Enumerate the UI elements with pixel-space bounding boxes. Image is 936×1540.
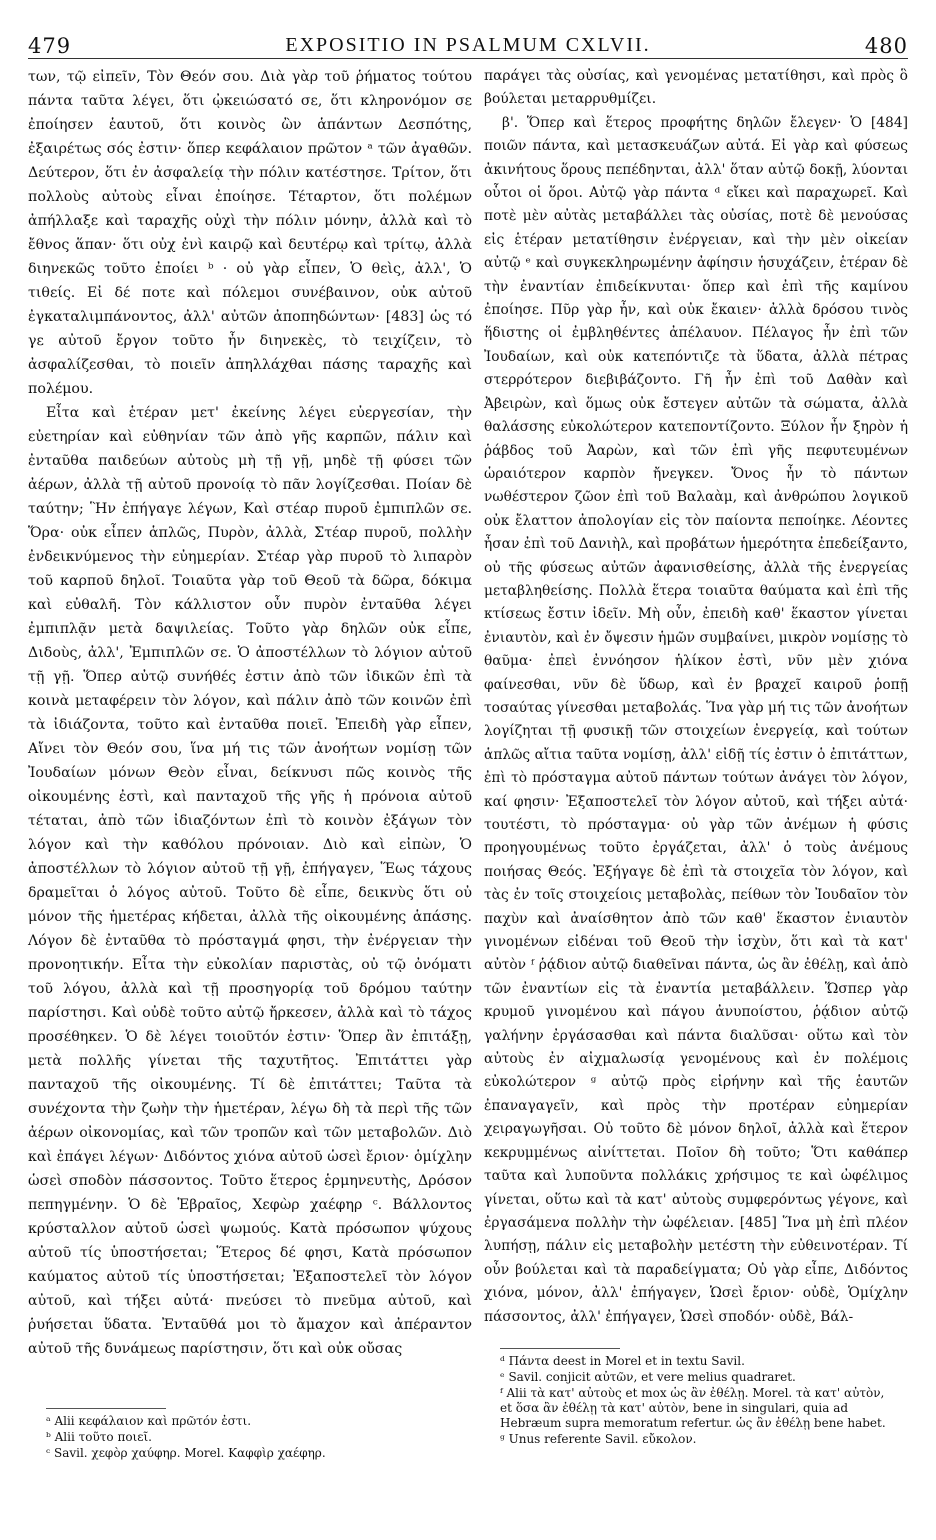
paragraph: β'. Ὅπερ καὶ ἕτερος προφήτης δηλῶν ἔλεγεν· Ὁ [484] ποιῶν πάντα, καὶ μετασκευάζων αὐτά. Εἰ γὰρ καὶ φύσεως ἀκινήτους ὅρους πεπέδηνται, ἀλλ' ὅταν αὐτῷ δοκῇ, λύονται οὗτοι οἱ ὅροι. Αὐτῷ γὰρ πάντα ᵈ εἴκει καὶ παραχωρεῖ. Καὶ ποτὲ μὲν αὐτὰς μεταβάλλει τὰς οὐσίας, ποτὲ δὲ μενούσας εἰς ἑτέραν μετατίθησιν ἐνέργειαν, καὶ τὴν μὲν οἰκείαν αὐτῷ ᵉ καὶ συγκεκληρωμένην ἀφίησιν ἡσυχάζειν, ἑτέραν δὲ τὴν ἐναντίαν ἐπιδείκνυται· ὅπερ καὶ ἐπὶ τῆς καμίνου ἐποίησε. Πῦρ γὰρ ἦν, καὶ οὐκ ἔκαιεν· ἀλλὰ δρόσου τινὸς ἥδιστης οἱ ἐμβληθέντες ἀπέλαυον. Πέλαγος ἦν ἐπὶ τῶν Ἰουδαίων, καὶ οὐκ κατεπόντιζε τὰ ὕδατα, ἀλλὰ πέτρας στερρότερον διεβιβάζοντο. Γῆ ἦν ἐπὶ τοῦ Δαθὰν καὶ Ἀβειρὼν, καὶ ὅμως οὐκ ἔστεγεν αὐτῶν τὰ σώματα, ἀλλὰ θαλάσσης εὐκολώτερον κατεποντίζοντο. Ξύλον ἦν ξηρὸν ἡ ῥάβδος τοῦ Ἀαρὼν, καὶ τῶν ἐπὶ γῆς πεφυτευμένων ὡραιότερον καρπὸν ἤνεγκεν. Ὄνος ἦν τὸ πάντων νωθέστερον ζῶον ἐπὶ τοῦ Βαλαὰμ, καὶ ἀνθρώπου λογικοῦ οὐκ ἔλαττον ἀπολογίαν εἰς τὸν παίοντα πεποίηκε. Λέοντες ἦσαν ἐπὶ τοῦ Δανιὴλ, καὶ προβάτων ἡμερότητα ἐπεδείξαντο, οὐ τῆς φύσεως αὐτῶν ἀφανισθείσης, ἀλλὰ τῆς ἐνεργείας μεταβληθείσης. Πολλὰ ἕτερα τοιαῦτα θαύματα καὶ ἐπὶ τῆς κτίσεως ἔστιν ἰδεῖν. Μὴ οὖν, ἐπειδὴ καθ' ἕκαστον γίνεται ἐνιαυτὸν, καὶ ἐν ὄψεσιν ἡμῶν συμβαίνει, μικρὸν νομίσῃς τὸ θαῦμα· ἐπεὶ ἐννόησον ἡλίκον ἐστὶ, νῦν μὲν χιόνα φαίνεσθαι, νῦν δὲ ὕδωρ, καὶ ἐν βραχεῖ καιροῦ ῥοπῇ τοσαύτας γίνεσθαι μεταβολάς. Ἵνα γὰρ μή τις τῶν ἀνοήτων λογίζηται τῇ φυσικῇ τῶν στοιχείων ἐνεργείᾳ, καὶ τούτων ἁπλῶς αἴτια ταῦτα νομίσῃ, ἀλλ' εἰδῇ τίς ἐστιν ὁ ἐπιτάττων, ἐπὶ τὸ πρόσταγμα αὐτοῦ πάντων τούτων ἀνάγει τὸν λόγον, καί φησιν· Ἐξαποστελεῖ τὸν λόγον αὐτοῦ, καὶ τήξει αὐτά· τουτέστι, τὸ πρόσταγμα· οὐ γὰρ τῶν ἀνέμων ἡ φύσις προηγουμένως τοῦτο ἐργάζεται, ἀλλ' ὁ τοὺς ἀνέμους ποιήσας Θεός. Ἐξήγαγε δὲ ἐπὶ τὰ στοιχεῖα τὸν λόγον, καὶ τὰς ἐν τοῖς στοιχείοις μεταβολὰς, πείθων τὸν Ἰουδαῖον τὸν παχὺν καὶ ἀναίσθητον ἀπὸ τῶν καθ' ἕκαστον ἐνιαυτὸν γινομένων εἰδέναι τοῦ Θεοῦ τὴν ἰσχὺν, ὅτι καὶ τὰ κατ' αὐτὸν ᶠ ῥᾴδιον αὐτῷ διαθεῖναι πάντα, ὡς ἂν ἐθέλῃ, καὶ ἀπὸ τῶν ἐναντίων εἰς τὰ ἐναντία μεταβάλλειν. Ὥσπερ γὰρ κρυμοῦ γινομένου καὶ πάγου ἀνυποίστου, ῥᾴδιον αὐτῷ γαλήνην ἐργάσασθαι καὶ πάντα διαλῦσαι· οὕτω καὶ τὸν αὐτοὺς ἐν αἰχμαλωσίᾳ γενομένους καὶ ἐν πολέμοις εὐκολώτερον ᵍ αὐτῷ πρὸς εἰρήνην καὶ τῆς ἑαυτῶν ἐπαναγαγεῖν, καὶ πρὸς τὴν προτέραν εὐημερίαν χειραγωγῆσαι. Οὐ τοῦτο δὲ μόνον δηλοῖ, ἀλλὰ καὶ ἕτερον κεκρυμμένως αἰνίττεται. Ποῖον δὴ τοῦτο; Ὅτι καθάπερ ταῦτα καὶ λυποῦντα πολλάκις χρήσιμος τε καὶ ὠφέλιμος γίνεται, οὕτω καὶ τὰ κατ' αὐτοὺς συμφερόντως γέγονε, καὶ ἐργασάμενα πολλὴν τὴν ὠφέλειαν. [485] Ἵνα μὴ ἐπὶ πλέον λυπήσῃ, πάλιν εἰς μεταβολὴν μετέστη τὴν εὐθεινοτέραν. Τί οὖν βούλεται καὶ τὰ παραδείγματα; Οὐ γὰρ εἶπε, Διδόντος χιόνα, μόνον, ἀλλ' ἐπήγαγεν, Ὡσεὶ ἔριον· οὐδὲ, Ὁμίχλην πάσσοντος, ἀλλ' ἐπήγαγεν, Ὡσεὶ σποδόν· οὐδὲ, Βάλ-: [484, 114, 908, 1325]
footnote: ᵉ Savil. conjicit αὐτῶν, et vere melius quadraret.: [500, 1370, 796, 1384]
footnote: ᶜ Savil. χεφὸρ χαύφηρ. Morel. Καφφὶρ χαέφηρ.: [46, 1446, 326, 1460]
header-rule: [28, 58, 908, 59]
footnotes-left: [46, 1414, 446, 1462]
footnote-rule: [500, 1348, 620, 1349]
page-number-right: 480: [864, 34, 908, 58]
footnotes-right: [500, 1354, 890, 1448]
footnote-rule: [46, 1408, 166, 1409]
footnote: ᶠ Alii τὰ κατ' αὐτοὺς et mox ὡς ἂν ἐθέλῃ. Morel. τὰ κατ' αὐτὸν, et ὅσα ἂν ἐθέλῃ τὰ κατ' αὐτὸν, bene in singulari, quia ad Hebræum supra memoratum refertur. ὡς ἂν ἐθέλῃ bene habet.: [500, 1386, 886, 1430]
running-title: EXPOSITIO IN PSALMUM CXLVII.: [285, 34, 651, 56]
right-column: [484, 65, 908, 1329]
footnote: ᵍ Unus referente Savil. εὔκολον.: [500, 1432, 697, 1446]
paragraph: Εἶτα καὶ ἑτέραν μετ' ἐκείνης λέγει εὐεργεσίαν, τὴν εὐετηρίαν καὶ εὐθηνίαν τῶν ἀπὸ γῆς καρπῶν, πάλιν καὶ ἐνταῦθα παιδεύων αὐτοὺς μὴ τῇ γῇ, μηδὲ τῇ φύσει τῶν ἀέρων, ἀλλὰ τῇ αὐτοῦ προνοίᾳ τὸ πᾶν λογίζεσθαι. Ποίαν δὲ ταύτην; Ἣν ἐπήγαγε λέγων, Καὶ στέαρ πυροῦ ἐμπιπλῶν σε. Ὅρα· οὐκ εἶπεν ἁπλῶς, Πυρὸν, ἀλλὰ, Στέαρ πυροῦ, πολλὴν ἐνδεικνύμενος τὴν εὐημερίαν. Στέαρ γὰρ πυροῦ τὸ λιπαρὸν τοῦ καρποῦ δηλοῖ. Τοιαῦτα γὰρ τοῦ Θεοῦ τὰ δῶρα, δόκιμα καὶ εὐθαλῆ. Τὸν κάλλιστον οὖν πυρὸν ἐνταῦθα λέγει ἐμπιπλᾷν μετὰ δαψιλείας. Τοῦτο γὰρ δηλῶν οὐκ εἶπε, Διδοὺς, ἀλλ', Ἐμπιπλῶν σε. Ὁ ἀποστέλλων τὸ λόγιον αὐτοῦ τῇ γῇ. Ὅπερ αὐτῷ συνήθές ἐστιν ἀπὸ τῶν ἰδικῶν ἐπὶ τὰ κοινὰ μεταφέρειν τὸν λόγον, καὶ πάλιν ἀπὸ τῶν κοινῶν ἐπὶ τὰ ἰδιάζοντα, τοῦτο καὶ ἐνταῦθα ποιεῖ. Ἐπειδὴ γὰρ εἶπεν, Αἴνει τὸν Θεόν σου, ἵνα μή τις τῶν ἀνοήτων νομίσῃ τῶν Ἰουδαίων μόνων Θεὸν εἶναι, δείκνυσι πῶς κοινὸς τῆς οἰκουμένης ἐστὶ, καὶ πανταχοῦ τῆς γῆς ἡ πρόνοια αὐτοῦ τέταται, ἀπὸ τῶν ἰδιαζόντων ἐπὶ τὸ κοινὸν ἐξάγων τὸν λόγον καὶ τὴν καθόλου πρόνοιαν. Διὸ καὶ εἰπὼν, Ὁ ἀποστέλλων τὸ λόγιον αὐτοῦ τῇ γῇ, ἐπήγαγεν, Ἕως τάχους δραμεῖται ὁ λόγος αὐτοῦ. Τοῦτο δὲ εἶπε, δεικνὺς ὅτι οὐ μόνον τῆς ἡμετέρας κήδεται, ἀλλὰ τῆς οἰκουμένης ἁπάσης. Λόγον δὲ ἐνταῦθα τὸ πρόσταγμά φησι, τὴν ἐνέργειαν τὴν προνοητικήν. Εἶτα τὴν εὐκολίαν παριστὰς, οὐ τῷ ὀνόματι τοῦ λόγου, ἀλλὰ καὶ τῇ προσηγορίᾳ τοῦ δρόμου ταύτην παρίστησι. Καὶ οὐδὲ τοῦτο αὐτῷ ἤρκεσεν, ἀλλὰ καὶ τὸ τάχος προσέθηκεν. Ὁ δὲ λέγει τοιοῦτόν ἐστιν· Ὅπερ ἂν ἐπιτάξῃ, μετὰ πολλῆς γίνεται τῆς ταχυτῆτος. Ἐπιτάττει γὰρ πανταχοῦ τῆς οἰκουμένης. Τί δὲ ἐπιτάττει; Ταῦτα τὰ συνέχοντα τὴν ζωὴν τὴν ἡμετέραν, λέγω δὴ τὰ περὶ τῆς τῶν ἀέρων οἰκονομίας, καὶ τῶν τροπῶν καὶ τῶν μεταβολῶν. Διὸ καὶ ἐπάγει λέγων· Διδόντος χιόνα αὐτοῦ ὡσεὶ ἔριον· ὁμίχλην ὡσεὶ σποδὸν πάσσοντος. Τοῦτο ἕτερος ἑρμηνευτὴς, Δρόσον πεπηγμένην. Ὁ δὲ Ἑβραῖος, Χεφὼρ χαέφηρ ᶜ. Βάλλοντος κρύσταλλον αὐτοῦ ὡσεὶ ψωμούς. Κατὰ πρόσωπον ψύχους αὐτοῦ τίς ὑποστήσεται; Ἕτερος δέ φησι, Κατὰ πρόσωπον καύματος αὐτοῦ τίς ὑποστήσεται; Ἐξαποστελεῖ τὸν λόγον αὐτοῦ, καὶ τήξει αὐτά· πνεύσει τὸ πνεῦμα αὐτοῦ, καὶ ῥυήσεται ὕδατα. Ἐνταῦθά μοι τὸ ἄμαχον καὶ ἀπέραντον αὐτοῦ τῆς δυνάμεως παρίστησιν, ὅτι καὶ οὐκ οὔσας: [28, 405, 472, 1357]
footnote: ᵇ Alii τοῦτο ποιεῖ.: [46, 1430, 152, 1444]
footnote: ᵃ Alii κεφάλαιον καὶ πρῶτόν ἐστι.: [46, 1414, 252, 1428]
paragraph: παράγει τὰς οὐσίας, καὶ γενομένας μετατίθησι, καὶ πρὸς ὃ βούλεται μεταρρυθμίζει.: [484, 68, 908, 108]
paragraph: των, τῷ εἰπεῖν, Τὸν Θεόν σου. Διὰ γὰρ τοῦ ῥήματος τούτου πάντα ταῦτα λέγει, ὅτι ᾠκειώσατό σε, ὅτι κληρονόμον σε ἐποίησεν ἑαυτοῦ, ὅτι κοινὸς ὢν ἁπάντων Δεσπότης, ἐξαιρέτως σός ἐστιν· ὅπερ κεφάλαιον πρῶτον ᵃ τῶν ἀγαθῶν. Δεύτερον, ὅτι ἐν ἀσφαλείᾳ τὴν πόλιν κατέστησε. Τρίτον, ὅτι πολλοὺς αὐτοὺς εἶναι ἐποίησε. Τέταρτον, ὅτι πολέμων ἀπήλλαξε καὶ ταραχῆς οὐχὶ τὴν πόλιν μόνην, ἀλλὰ καὶ τὸ ἔθνος ἅπαν· ὅτι οὐχ ἐνὶ καιρῷ καὶ δευτέρῳ καὶ τρίτῳ, ἀλλὰ διηνεκῶς τοῦτο ἐποίει ᵇ · οὐ γὰρ εἶπεν, Ὁ θεὶς, ἀλλ', Ὁ τιθείς. Εἰ δέ ποτε καὶ πόλεμοι συνέβαινον, οὐκ αὐτοῦ ἐγκαταλιμπάνοντος, ἀλλ' αὐτῶν ἀποπηδώντων· [483] ὡς τό γε αὐτοῦ ἔργον τοῦτο ἦν διηνεκὲς, τὸ τειχίζειν, τὸ ἀσφαλίζεσθαι, τὸ ποιεῖν ἀπηλλάχθαι πάσης ταραχῆς καὶ πολέμου.: [28, 69, 472, 397]
left-column: [28, 65, 472, 1361]
footnote: ᵈ Πάντα deest in Morel et in textu Savil.: [500, 1354, 745, 1368]
page-number-left: 479: [28, 34, 72, 58]
